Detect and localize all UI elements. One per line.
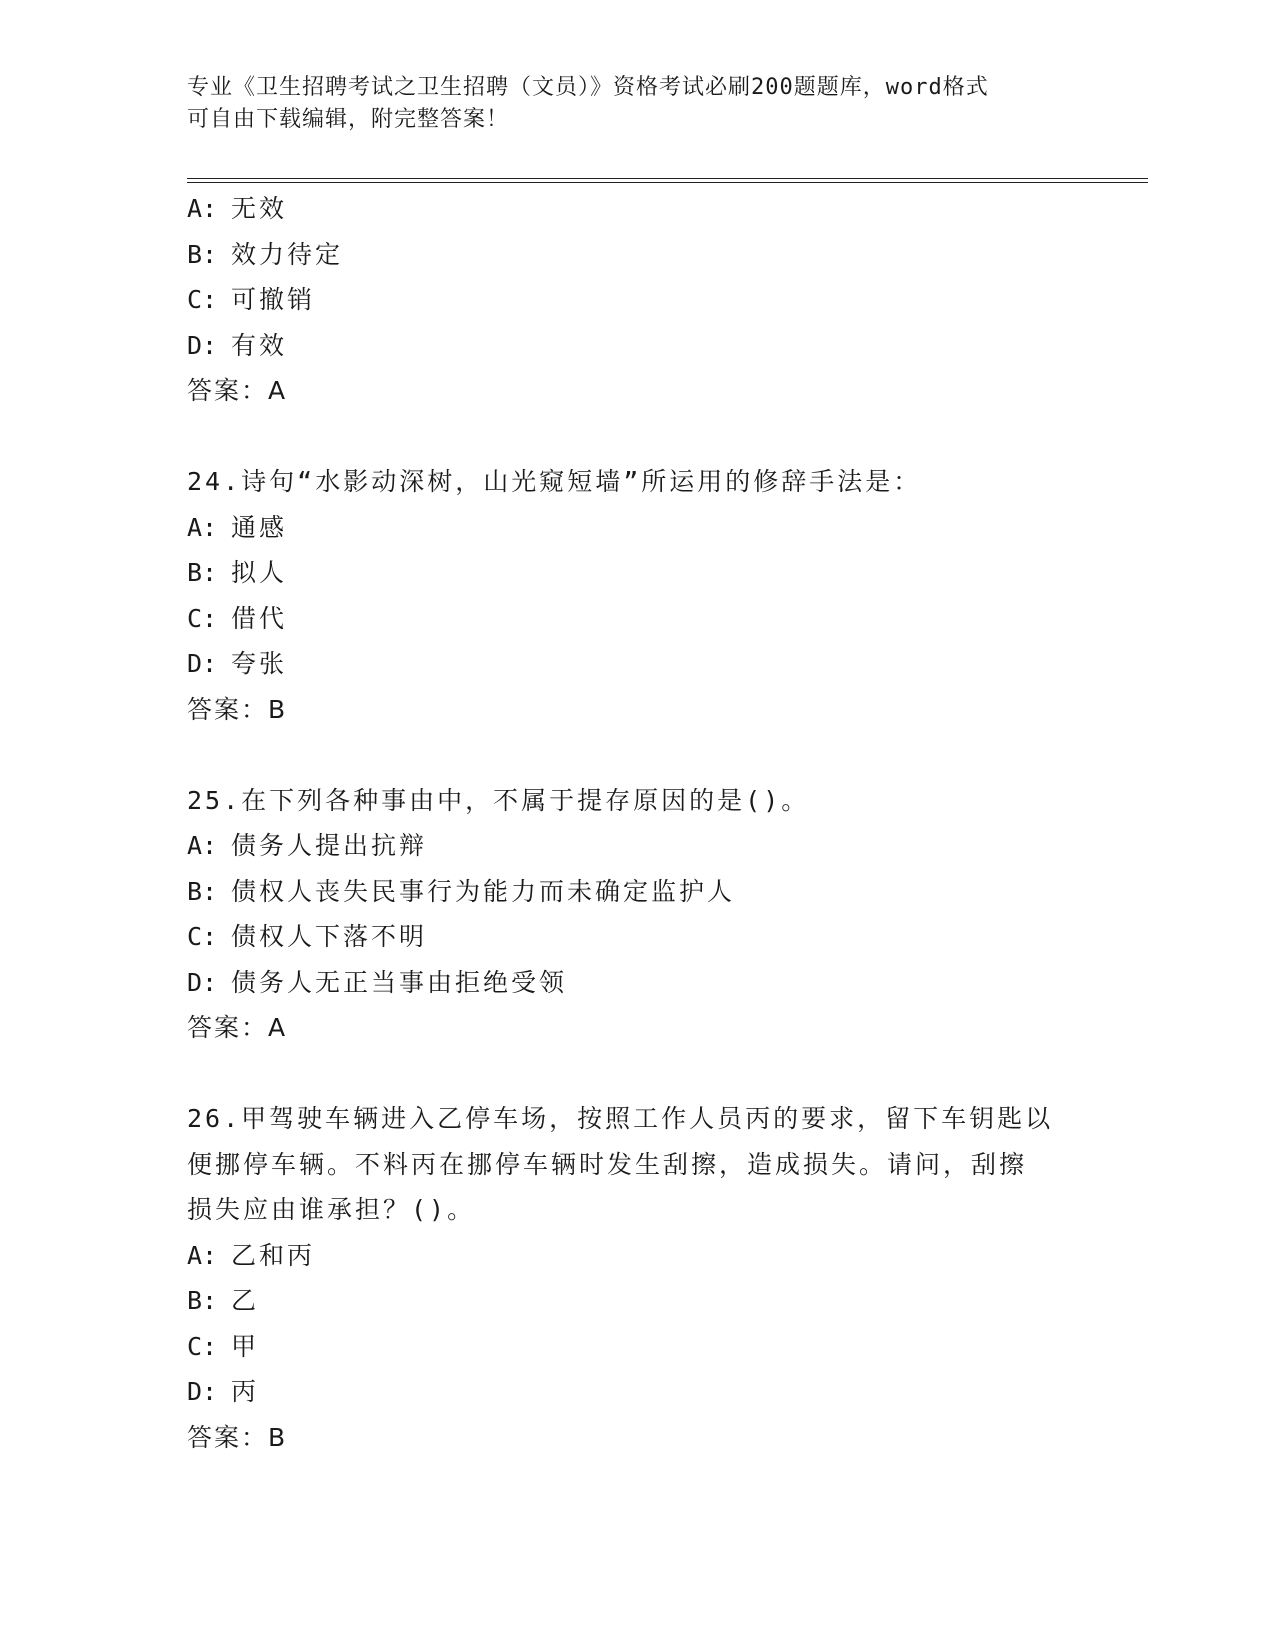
header-line-1: 专业《卫生招聘考试之卫生招聘（文员）》资格考试必刷200题题库，word格式 xyxy=(187,75,989,100)
answer-line: 答案：A xyxy=(187,1013,288,1042)
option-a xyxy=(187,186,1087,232)
option-key: A: xyxy=(187,194,218,223)
question-26 xyxy=(187,1096,1087,1460)
option-key: D: xyxy=(187,967,218,997)
option-key: D: xyxy=(187,330,218,360)
answer-line: 答案：A xyxy=(187,376,288,405)
option-text: 债务人无正当事由拒绝受领 xyxy=(231,967,568,997)
answer-line: 答案：B xyxy=(187,694,288,724)
option-key: B: xyxy=(187,558,218,587)
option-text: 夸张 xyxy=(231,649,288,678)
option-a xyxy=(187,505,1087,551)
option-c xyxy=(187,914,1087,960)
option-a xyxy=(187,823,1087,869)
question-24 xyxy=(187,459,1087,732)
spacer xyxy=(187,732,1087,778)
question-text-line-1: 26.甲驾驶车辆进入乙停车场，按照工作人员丙的要求，留下车钥匙以 xyxy=(187,1104,1054,1133)
question-text-line-2: 便挪停车辆。不料丙在挪停车辆时发生刮擦，造成损失。请问，刮擦 xyxy=(187,1149,1028,1179)
header-divider-top xyxy=(187,178,1148,179)
option-key: B: xyxy=(187,876,218,906)
option-b xyxy=(187,1278,1087,1324)
option-text: 可撤销 xyxy=(231,285,316,314)
option-d xyxy=(187,960,1087,1006)
question-23 xyxy=(187,186,1087,414)
option-key: C: xyxy=(187,603,218,633)
option-text: 债权人丧失民事行为能力而未确定监护人 xyxy=(231,876,736,906)
option-key: C: xyxy=(187,1331,218,1361)
spacer xyxy=(187,1051,1087,1097)
option-text: 乙 xyxy=(231,1286,260,1315)
option-key: A: xyxy=(187,1240,218,1270)
question-25 xyxy=(187,778,1087,1051)
option-key: C: xyxy=(187,922,218,951)
question-list xyxy=(187,186,1087,1460)
option-a xyxy=(187,1233,1087,1279)
option-c xyxy=(187,1324,1087,1370)
option-text: 债务人提出抗辩 xyxy=(231,831,428,860)
option-key: D: xyxy=(187,1377,218,1406)
option-text: 有效 xyxy=(231,330,288,360)
option-text: 借代 xyxy=(231,603,288,633)
option-text: 效力待定 xyxy=(231,239,344,269)
question-text-line-3: 损失应由谁承担？()。 xyxy=(187,1195,476,1224)
option-key: A: xyxy=(187,512,218,542)
option-text: 拟人 xyxy=(231,558,288,587)
option-d xyxy=(187,1369,1087,1415)
option-b xyxy=(187,869,1087,915)
option-key: B: xyxy=(187,239,218,269)
option-b xyxy=(187,550,1087,596)
option-text: 甲 xyxy=(231,1331,260,1361)
question-text: 25.在下列各种事由中，不属于提存原因的是()。 xyxy=(187,785,810,815)
option-d xyxy=(187,323,1087,369)
option-key: C: xyxy=(187,285,218,314)
question-text: 24.诗句“水影动深树，山光窥短墙”所运用的修辞手法是： xyxy=(187,467,922,496)
option-d xyxy=(187,641,1087,687)
option-key: A: xyxy=(187,831,218,860)
answer-line: 答案：B xyxy=(187,1422,288,1452)
option-text: 丙 xyxy=(231,1377,260,1406)
option-text: 乙和丙 xyxy=(231,1240,316,1270)
option-text: 债权人下落不明 xyxy=(231,922,428,951)
header-divider-bottom xyxy=(187,182,1148,183)
option-text: 通感 xyxy=(231,512,288,542)
option-c xyxy=(187,277,1087,323)
header-line-2: 可自由下载编辑，附完整答案！ xyxy=(187,107,510,132)
option-key: B: xyxy=(187,1286,218,1315)
option-text: 无效 xyxy=(231,194,288,223)
option-b xyxy=(187,232,1087,278)
spacer xyxy=(187,414,1087,460)
option-c xyxy=(187,596,1087,642)
option-key: D: xyxy=(187,649,218,678)
document-header xyxy=(187,72,1067,136)
